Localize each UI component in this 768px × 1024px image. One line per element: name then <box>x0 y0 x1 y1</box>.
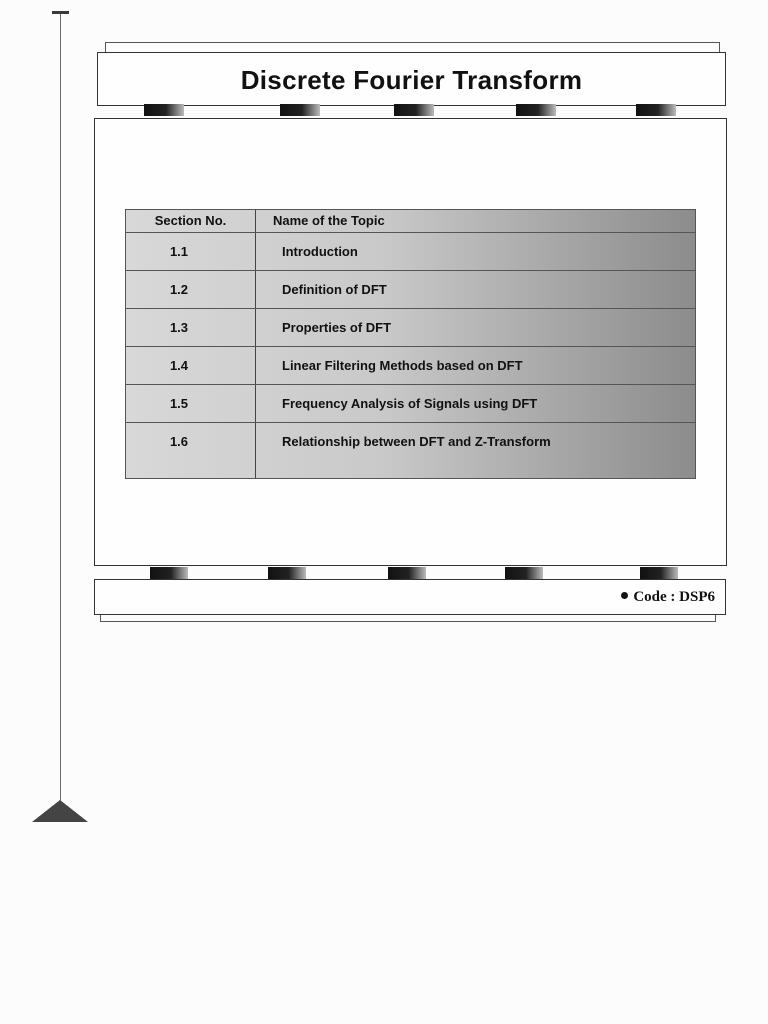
decoration-block <box>144 104 184 116</box>
decoration-block <box>636 104 676 116</box>
decoration-block <box>280 104 320 116</box>
footer-frame <box>94 579 726 615</box>
row-topic-name: Introduction <box>282 244 358 259</box>
topic-table <box>125 209 696 479</box>
table-row <box>126 385 695 423</box>
row-topic-name: Definition of DFT <box>282 282 387 297</box>
decoration-block <box>505 567 543 579</box>
header-section-no: Section No. <box>154 213 227 228</box>
decoration-block <box>516 104 556 116</box>
table-row <box>126 271 695 309</box>
bottom-decoration-strip <box>140 567 680 579</box>
code-label <box>621 589 715 606</box>
row-topic-name: Linear Filtering Methods based on DFT <box>282 358 523 373</box>
header-topic-name: Name of the Topic <box>273 213 385 228</box>
page-title: Discrete Fourier Transform <box>240 65 583 95</box>
row-section-no: 1.2 <box>169 282 189 297</box>
decoration-block <box>388 567 426 579</box>
table-row <box>126 423 695 460</box>
decoration-block <box>150 567 188 579</box>
row-topic-name: Properties of DFT <box>282 320 392 335</box>
title-frame <box>97 52 726 106</box>
binding-foot <box>32 800 88 822</box>
decoration-block <box>640 567 678 579</box>
table-row <box>126 347 695 385</box>
row-topic-name: Frequency Analysis of Signals using DFT <box>282 396 538 411</box>
row-topic-name: Relationship between DFT and Z-Transform <box>282 434 551 449</box>
top-decoration-strip <box>140 104 680 116</box>
table-row <box>126 233 695 271</box>
row-section-no: 1.6 <box>169 434 189 449</box>
decoration-block <box>268 567 306 579</box>
bullet-icon <box>621 592 628 599</box>
table-header-row <box>126 210 695 233</box>
code-text: Code : DSP6 <box>633 589 715 605</box>
table-row <box>126 309 695 347</box>
decoration-block <box>394 104 434 116</box>
row-section-no: 1.4 <box>169 358 189 373</box>
row-section-no: 1.3 <box>169 320 189 335</box>
binding-line <box>60 14 61 814</box>
row-section-no: 1.1 <box>169 244 189 259</box>
row-section-no: 1.5 <box>169 396 189 411</box>
